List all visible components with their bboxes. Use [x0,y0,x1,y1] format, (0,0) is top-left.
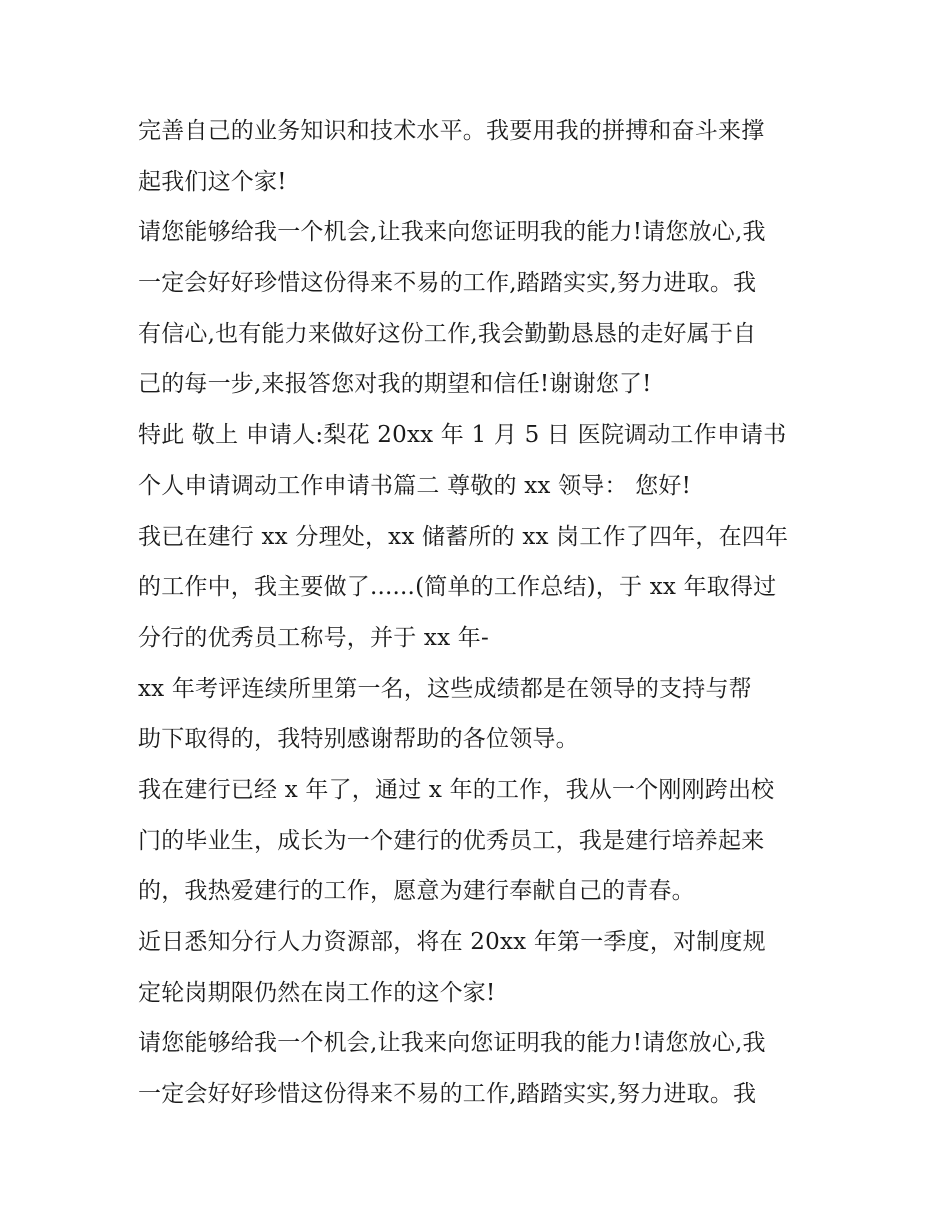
text-line: 完善自己的业务知识和技术水平。我要用我的拼搏和奋斗来撑 [138,118,765,144]
text-line: 的工作中，我主要做了......(简单的工作总结)，于 xx 年取得过 [138,574,777,601]
text-line: 有信心,也有能力来做好这份工作,我会勤勤恳恳的走好属于自 [138,320,757,347]
text-line: 助下取得的，我特别感谢帮助的各位领导。 [138,726,579,753]
text-line: 己的每一步,来报答您对我的期望和信任!谢谢您了! [138,371,652,398]
text-line: xx 年考评连续所里第一名，这些成绩都是在领导的支持与帮 [138,675,752,702]
text-line: 门的毕业生，成长为一个建行的优秀员工，我是建行培养起来 [138,827,765,854]
text-line: 我在建行已经 x 年了，通过 x 年的工作，我从一个刚刚跨出校 [138,776,775,803]
text-line: 一定会好好珍惜这份得来不易的工作,踏踏实实,努力进取。我 [138,1081,757,1108]
text-line: 起我们这个家! [138,168,287,195]
text-line: 特此 敬上 申请人:梨花 20xx 年 1 月 5 日 医院调动工作申请书 [138,422,787,449]
text-line: 请您能够给我一个机会,让我来向您证明我的能力!请您放心,我 [138,1030,766,1057]
text-line: 请您能够给我一个机会,让我来向您证明我的能力!请您放心,我 [138,219,766,246]
text-line: 定轮岗期限仍然在岗工作的这个家! [138,979,496,1006]
text-line: 我已在建行 xx 分理处，xx 储蓄所的 xx 岗工作了四年，在四年 [138,523,789,550]
document-body [138,106,818,1120]
text-line: 的，我热爱建行的工作，愿意为建行奉献自己的青春。 [138,878,695,905]
text-line: 一定会好好珍惜这份得来不易的工作,踏踏实实,努力进取。我 [138,270,757,297]
text-line: 分行的优秀员工称号，并于 xx 年- [138,624,489,651]
text-line: 近日悉知分行人力资源部，将在 20xx 年第一季度，对制度规 [138,929,766,955]
text-line: 个人申请调动工作申请书篇二 尊敬的 xx 领导： 您好! [138,472,692,499]
